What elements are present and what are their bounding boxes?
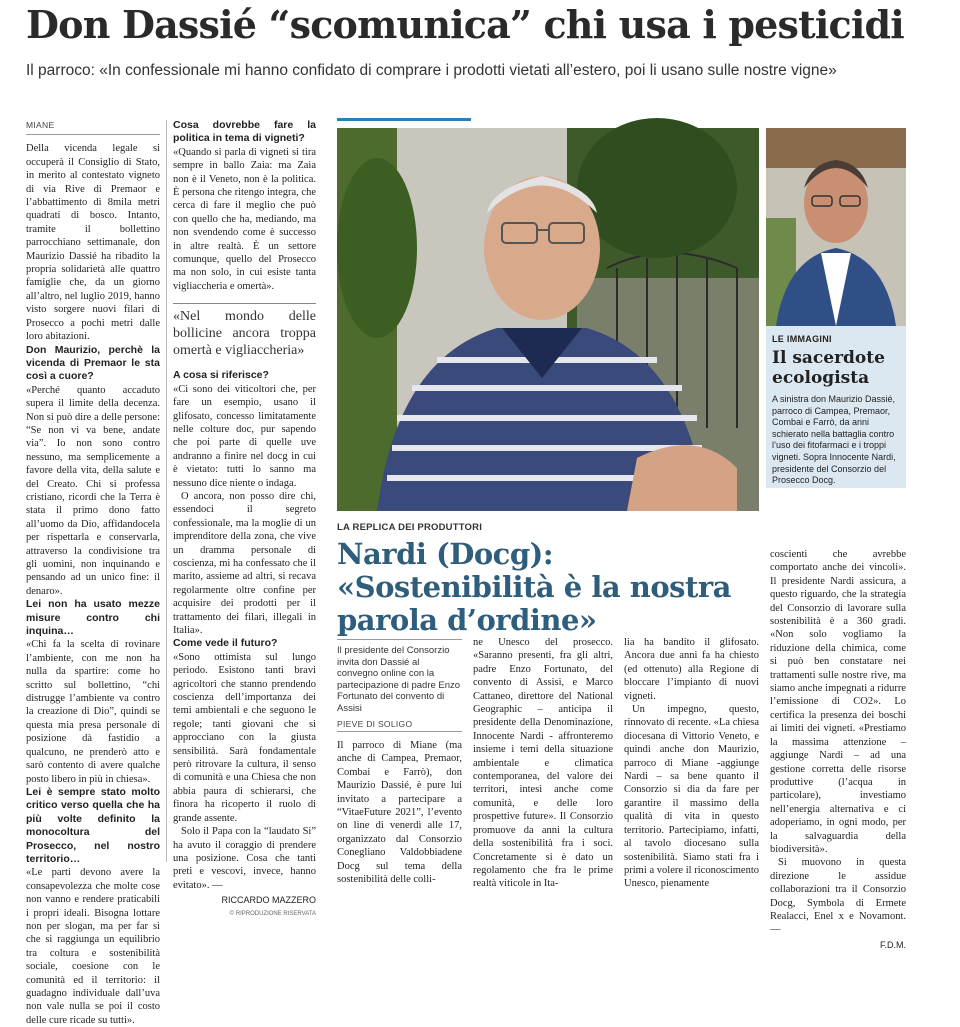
article2-column-3 — [624, 636, 759, 890]
article2-column-2 — [473, 636, 613, 890]
article2-kicker: LA REPLICA DEI PRODUTTORI — [337, 522, 483, 533]
caption-label: LE IMMAGINI — [772, 334, 832, 344]
question: Lei non ha usato mezze misure contro chi inquina… — [26, 598, 160, 638]
answer: «Le parti devono avere la consapevolezza che molte cose non vanno e rendere praticabili i propri ideali. Bisogna lottare non per slogan, ma per far sì che si raggiunga un equilibrio tra coltura e sostenibilità sociale, coesione con le comunità ed il territorio: il guadagno individuale dall’uva non vale nulla se poi il costo delle cure ricade su tutti». — [26, 867, 160, 1026]
paragraph: lia ha bandito il glifosato. Ancora due anni fa ha chiesto (ed ottenuto) alla Regione di bloccare l’impianto di nuovi vigneti. — [624, 637, 759, 702]
answer: Solo il Papa con la “laudato Si” ha avuto il coraggio di prendere una posizione. Cosa che tanti preti e vescovi, invece, hanno evitato». — — [173, 826, 316, 891]
accent-bar — [337, 118, 471, 121]
answer: «Perché quanto accaduto supera il limite della decenza. Non si può dire a delle persone: “Se non vi va bene, andate via”. Io non sono contro nessuno, ma semplicemente a favore della vita, della salute e del Creato. Chi si professa cristiano, ricordi che la Terra è stata il primo dono fatto all’uomo da Dio, affidandocela per rispettarla e conservarla, attraverso la condivisione tra gli uomini, non inquinando e pensando ad un unico fine: il denaro». — [26, 384, 160, 597]
question: A cosa si riferisce? — [173, 369, 269, 382]
answer: «Sono ottimista sul lungo periodo. Esistono tanti bravi agricoltori che stanno prendendo coscienza dell’importanza dei temi ambientali e che seguono le regole; tanti giovani che si approcciano con la giusta sensibilità. Sarà fondamentale però ritrovare la cultura, il senso di comunità e una Chiesa che non abbia paura di schierarsi, che finora ha ricoperto il ruolo di grande assente. — [173, 651, 316, 824]
article2-dateline: PIEVE DI SOLIGO — [337, 719, 462, 732]
copyright-note: © RIPRODUZIONE RISERVATA — [229, 910, 316, 917]
answer: «Chi fa la scelta di rovinare l’ambiente, con me non ha nulla da spartire: come ho scritto sul bollettino, “chi distrugge l’ambiente va contro la creazione di Dio”, quindi se questa mia presa personale di posizione dà fastidio a qualcuno, ne prenderò atto e sarò contento di avere qualche posto libero in più in chiesa». — [26, 639, 160, 785]
question: Lei è sempre stato molto critico verso quella che ha più volte definito la monocoltura del Prosecco, nel nostro territorio… — [26, 785, 160, 865]
caption-text: A sinistra don Maurizio Dassié, parroco di Campea, Premaor, Combai e Farrò, da anni schierato nella battaglia contro l’uso dei fitofarmaci e i troppi vigneti. Sopra Innocente Nardi, presidente del Consorzio del Prosecco Docg. — [772, 394, 896, 486]
article-column-1 — [26, 119, 160, 1026]
paragraph: Della vicenda legale si occuperà il Consiglio di Stato, in merito al contestato vigneto di via Rive di Premaor e l’abbattimento di 8mila metri quadrati di bosco. Intanto, tramite il bollettino parrocchiano settimanale, don Maurizio Dassié ha ribadito la propria solidarietà alle quattro famiglie che, da un giorno all’altro, nel luglio 2019, hanno visto sorgere nuovi filari di Prosecco a pochi metri dalle loro abitazioni. — [26, 143, 160, 343]
photo-don-maurizio-dassie — [337, 128, 759, 511]
paragraph: Il parroco di Miane (ma anche di Campea, Premaor, Combai e Farrò), don Maurizio Dassié, è pure lui invitato a partecipare a “VitaeFuture 2021”, l’evento on line di venerdì alle 17, organizzato dal Consorzio Conegliano Valdobbiadene Docg sul tema della sostenibilità delle colli- — [337, 740, 462, 886]
caption-title: Il sacerdote ecologista — [772, 348, 885, 388]
column-divider — [166, 120, 167, 862]
answer: O ancora, non posso dire chi, essendoci il segreto confessionale, ma la moglie di un imprenditore della zona, che vive un dramma personale di coscienza, mi ha confessato che il marito, assieme ad altri, si recava regolarmente oltre confine per acquisire dei prodotti per il trattamento dei filari, illegali in Italia». — [173, 490, 316, 636]
paragraph: Si muovono in questa direzione le assidue collaborazioni tra il Consorzio Docg, Symbola di Ermete Realacci, Enel x e Novamont. — — [770, 857, 906, 936]
answer: «Ci sono dei viticoltori che, per fare un esempio, usano il glifosato, concesso limitatamente nelle colture doc, pur sapendo che poi parte di quelle uve andranno a finire nel docg in cui è vietato: tutti lo sanno ma nessuno dice niente o indaga. — [173, 383, 316, 489]
article2-standfirst: Il presidente del Consorzio invita don Dassié al convegno online con la partecipazione di padre Enzo Fortunato del convento di Assisi — [337, 639, 462, 714]
image-caption-box — [766, 326, 906, 488]
paragraph: Un impegno, questo, rinnovato di recente. «La chiesa diocesana di Vittorio Veneto, e quindi anche don Maurizio, parroco di Miane -aggiunge Nardi – sa bene quanto il Consorzio si dia da fare per garantire il massimo della qualità di vita in questo territorio. Partecipiamo, infatti, al tavolo diocesano sulla sostenibilità. Siamo stati fra i primi a volere il riconoscimento Unesco, pienamente — [624, 704, 759, 890]
pull-quote: «Nel mondo delle bollicine ancora troppa omertà e vigliaccheria» — [173, 303, 316, 359]
paragraph: ne Unesco del prosecco. «Saranno presenti, fra gli altri, padre Enzo Fortunato, del convento di Assisi, e Marco Cattaneo, direttore del National Geographic – anticipa il presidente della Denominazione, Innocente Nardi - affronteremo insieme i temi della situazione ambientale e climatica contemporanea, del valore dei territori, intesi anche come comunità, e delle loro prospettive future». Il Consorzio promuove da anni la cultura della sostenibilità fra i soci. Concretamente si è dato un regolamento che fra le prime realtà viticole in Ita- — [473, 637, 613, 890]
question: Cosa dovrebbe fare la politica in tema di vigneti? — [173, 119, 316, 145]
article2-headline: Nardi (Docg): «Sostenibilità è la nostra parola d’ordine» — [337, 537, 731, 637]
headline: Don Dassié “scomunica” chi usa i pesticidi — [26, 2, 904, 47]
article2-column-1 — [337, 739, 462, 886]
question: Come vede il futuro? — [173, 637, 278, 650]
photo-innocente-nardi — [766, 128, 906, 326]
subheadline: Il parroco: «In confessionale mi hanno confidato di comprare i prodotti vietati all’estero, poi li usano sulle nostre vigne» — [26, 62, 837, 79]
answer: «Quando si parla di vigneti si tira sempre in ballo Zaia: ma Zaia non è il Veneto, non è la politica. È persona che ritengo integra, che cerca di fare il meglio che può con quello che ha, mediando, ma non svendendo come è successo in altre realtà. È un settore comunque, quello del Prosecco ma non solo, in cui esiste tanta vigliaccheria e omertà». — [173, 146, 316, 292]
article2-column-4 — [770, 548, 906, 950]
question: Don Maurizio, perchè la vicenda di Premaor le sta così a cuore? — [26, 343, 160, 383]
article-column-2 — [173, 119, 316, 917]
author-signature: RICCARDO MAZZERO — [221, 895, 316, 906]
dateline: MIANE — [26, 119, 160, 135]
paragraph: coscienti che avrebbe comportato anche dei vincoli». Il presidente Nardi assicura, a questo riguardo, che la strategia del Consorzio di lavorare sulla sostenibilità è a 360 gradi. «Non solo vogliamo la riduzione della chimica, come si può ben constatare nei trattamenti sulle nostre rive, ma siamo anche impegnati a ridurre l’emissione di CO2». Lo certifica la presenza dei boschi ai limiti dei vigneti. «Prestiamo la massima attenzione – aggiunge Nardi – ad una gestione corretta delle risorse produttive (l’acqua in particolare), investiamo nell’energia alternativa e ci adoperiamo, in ogni modo, per la salvaguardia della biodiversità». — [770, 549, 906, 855]
author-signature: F.D.M. — [880, 939, 906, 950]
